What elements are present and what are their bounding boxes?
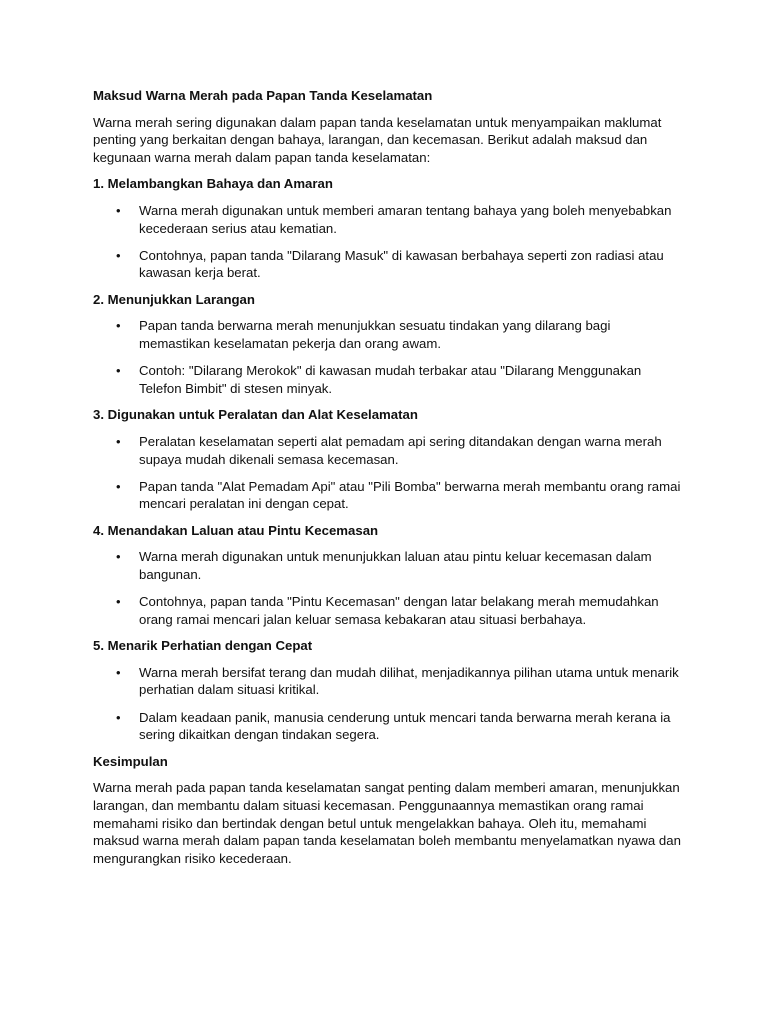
section (93, 175, 683, 281)
bullet-dot-icon: • (116, 709, 121, 725)
bullet-dot-icon: • (116, 318, 121, 334)
bullet-text: Papan tanda "Alat Pemadam Api" atau "Pili Bomba" berwarna merah membantu orang ramai mencari peralatan ini dengan cepat. (139, 478, 681, 512)
bullet-text: Contohnya, papan tanda "Pintu Kecemasan" dengan latar belakang merah memudahkan orang ramai mencari jalan keluar semasa kebakaran atau situasi berbahaya. (139, 594, 659, 627)
bullet-item (93, 478, 683, 513)
bullet-list (93, 664, 683, 744)
bullet-item (93, 247, 683, 282)
bullet-item (93, 433, 683, 468)
bullet-item (93, 709, 683, 744)
bullet-text: Warna merah digunakan untuk menunjukkan laluan atau pintu keluar kecemasan dalam bangunan. (139, 549, 652, 582)
section-heading: 4. Menandakan Laluan atau Pintu Kecemasan (93, 522, 379, 538)
section (93, 522, 683, 628)
bullet-list (93, 548, 683, 628)
bullet-item (93, 593, 683, 628)
section-heading: 1. Melambangkan Bahaya dan Amaran (93, 176, 333, 192)
bullet-item (93, 202, 683, 237)
section-heading: 5. Menarik Perhatian dengan Cepat (93, 638, 313, 654)
bullet-dot-icon: • (116, 247, 121, 263)
bullet-text: Warna merah bersifat terang dan mudah dilihat, menjadikannya pilihan utama untuk menarik perhatian dalam situasi kritikal. (139, 664, 679, 698)
section (93, 406, 683, 512)
bullet-text: Peralatan keselamatan seperti alat pemadam api sering ditandakan dengan warna merah supaya mudah dikenali semasa kecemasan. (139, 433, 662, 467)
bullet-item (93, 317, 683, 352)
section-heading: 3. Digunakan untuk Peralatan dan Alat Keselamatan (93, 407, 418, 423)
bullet-item (93, 548, 683, 583)
bullet-text: Contoh: "Dilarang Merokok" di kawasan mudah terbakar atau "Dilarang Menggunakan Telefon Bimbit" di stesen minyak. (139, 363, 642, 396)
section-heading: 2. Menunjukkan Larangan (93, 291, 255, 307)
bullet-text: Contohnya, papan tanda "Dilarang Masuk" di kawasan berbahaya seperti zon radiasi atau kawasan kerja berat. (139, 247, 664, 281)
sections-container (93, 175, 683, 743)
section (93, 291, 683, 397)
document-title: Maksud Warna Merah pada Papan Tanda Keselamatan (93, 88, 433, 103)
conclusion-paragraph: Warna merah pada papan tanda keselamatan sangat penting dalam memberi amaran, menunjukkan larangan, dan membantu dalam situasi kecemasan. Penggunaannya memastikan orang ramai memahami risiko dan bertindak dengan betul untuk mengelakkan bahaya. Oleh itu, memahami maksud warna merah dalam papan tanda keselamatan boleh membantu menyelamatkan nyawa dan mengurangkan risiko kecederaan. (93, 780, 681, 866)
bullet-item (93, 664, 683, 699)
bullet-dot-icon: • (116, 549, 121, 565)
bullet-dot-icon: • (116, 363, 121, 379)
document-body (93, 87, 683, 876)
bullet-dot-icon: • (116, 664, 121, 680)
bullet-text: Papan tanda berwarna merah menunjukkan sesuatu tindakan yang dilarang bagi memastikan keselamatan pekerja dan orang awam. (139, 318, 611, 352)
bullet-item (93, 362, 683, 397)
bullet-list (93, 317, 683, 397)
bullet-text: Warna merah digunakan untuk memberi amaran tentang bahaya yang boleh menyebabkan kecederaan serius atau kematian. (139, 202, 672, 236)
bullet-text: Dalam keadaan panik, manusia cenderung untuk mencari tanda berwarna merah kerana ia sering dikaitkan dengan tindakan segera. (139, 709, 671, 743)
bullet-dot-icon: • (116, 202, 121, 218)
conclusion-heading: Kesimpulan (93, 753, 168, 769)
intro-paragraph: Warna merah sering digunakan dalam papan tanda keselamatan untuk menyampaikan maklumat penting yang berkaitan dengan bahaya, larangan, dan kecemasan. Berikut adalah maksud dan kegunaan warna merah dalam papan tanda keselamatan: (93, 114, 662, 165)
bullet-dot-icon: • (116, 594, 121, 610)
bullet-list (93, 433, 683, 513)
section (93, 637, 683, 743)
bullet-dot-icon: • (116, 478, 121, 494)
bullet-dot-icon: • (116, 433, 121, 449)
bullet-list (93, 202, 683, 282)
